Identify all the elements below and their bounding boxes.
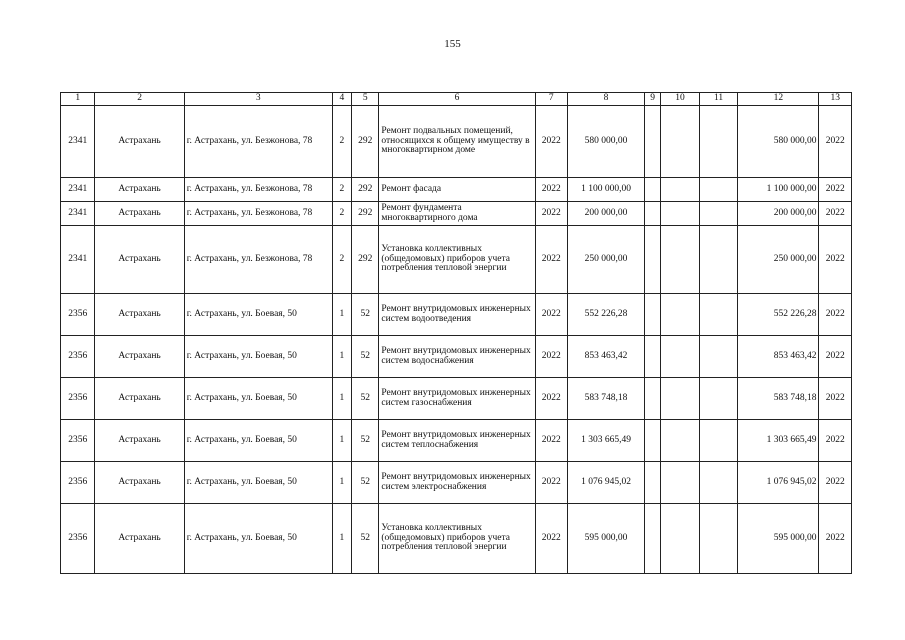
city-cell: Астрахань: [95, 294, 184, 336]
work-type-cell: Установка коллективных (общедомовых) приборов учета потребления тепловой энергии: [379, 504, 535, 574]
column-header: 5: [352, 93, 379, 106]
completion-year-cell: 2022: [819, 178, 852, 202]
total-cost-cell: 853 463,42: [738, 336, 819, 378]
col9-cell: [645, 226, 661, 294]
address-cell: г. Астрахань, ул. Безжонова, 78: [184, 202, 332, 226]
col4-cell: 1: [332, 462, 351, 504]
total-cost-cell: 200 000,00: [738, 202, 819, 226]
table-row: [61, 294, 852, 336]
table-row: [61, 504, 852, 574]
col10-cell: [661, 336, 700, 378]
work-type-cell: Ремонт внутридомовых инженерных систем водоотведения: [379, 294, 535, 336]
work-type-cell: Ремонт фундамента многоквартирного дома: [379, 202, 535, 226]
column-header: 11: [699, 93, 738, 106]
registry-id-cell: 2356: [61, 462, 95, 504]
registry-id-cell: 2356: [61, 378, 95, 420]
col4-cell: 1: [332, 378, 351, 420]
col9-cell: [645, 462, 661, 504]
cost-cell: 250 000,00: [567, 226, 644, 294]
col4-cell: 2: [332, 202, 351, 226]
work-type-cell: Ремонт внутридомовых инженерных систем теплоснабжения: [379, 420, 535, 462]
col5-cell: 52: [352, 336, 379, 378]
table-row: [61, 420, 852, 462]
column-header: 12: [738, 93, 819, 106]
cost-cell: 1 100 000,00: [567, 178, 644, 202]
repair-schedule-table: [60, 92, 852, 574]
year-cell: 2022: [535, 202, 567, 226]
work-type-cell: Ремонт внутридомовых инженерных систем газоснабжения: [379, 378, 535, 420]
col11-cell: [699, 294, 738, 336]
table-row: [61, 178, 852, 202]
completion-year-cell: 2022: [819, 378, 852, 420]
address-cell: г. Астрахань, ул. Боевая, 50: [184, 504, 332, 574]
col10-cell: [661, 378, 700, 420]
completion-year-cell: 2022: [819, 336, 852, 378]
address-cell: г. Астрахань, ул. Боевая, 50: [184, 420, 332, 462]
address-cell: г. Астрахань, ул. Боевая, 50: [184, 462, 332, 504]
col9-cell: [645, 106, 661, 178]
completion-year-cell: 2022: [819, 106, 852, 178]
col10-cell: [661, 294, 700, 336]
col9-cell: [645, 378, 661, 420]
col5-cell: 292: [352, 202, 379, 226]
address-cell: г. Астрахань, ул. Боевая, 50: [184, 378, 332, 420]
registry-id-cell: 2341: [61, 178, 95, 202]
cost-cell: 1 303 665,49: [567, 420, 644, 462]
registry-id-cell: 2356: [61, 420, 95, 462]
city-cell: Астрахань: [95, 504, 184, 574]
col11-cell: [699, 462, 738, 504]
registry-id-cell: 2341: [61, 106, 95, 178]
col9-cell: [645, 504, 661, 574]
address-cell: г. Астрахань, ул. Безжонова, 78: [184, 226, 332, 294]
col10-cell: [661, 202, 700, 226]
table-row: [61, 378, 852, 420]
col10-cell: [661, 226, 700, 294]
address-cell: г. Астрахань, ул. Боевая, 50: [184, 336, 332, 378]
col11-cell: [699, 202, 738, 226]
column-header: 1: [61, 93, 95, 106]
city-cell: Астрахань: [95, 462, 184, 504]
year-cell: 2022: [535, 504, 567, 574]
city-cell: Астрахань: [95, 202, 184, 226]
total-cost-cell: 250 000,00: [738, 226, 819, 294]
completion-year-cell: 2022: [819, 202, 852, 226]
total-cost-cell: 583 748,18: [738, 378, 819, 420]
col11-cell: [699, 106, 738, 178]
col5-cell: 292: [352, 226, 379, 294]
year-cell: 2022: [535, 294, 567, 336]
column-header: 2: [95, 93, 184, 106]
cost-cell: 200 000,00: [567, 202, 644, 226]
col11-cell: [699, 378, 738, 420]
col11-cell: [699, 226, 738, 294]
address-cell: г. Астрахань, ул. Безжонова, 78: [184, 106, 332, 178]
col4-cell: 1: [332, 294, 351, 336]
column-header: 13: [819, 93, 852, 106]
col10-cell: [661, 420, 700, 462]
col10-cell: [661, 504, 700, 574]
col9-cell: [645, 294, 661, 336]
col9-cell: [645, 420, 661, 462]
col4-cell: 1: [332, 420, 351, 462]
col5-cell: 292: [352, 106, 379, 178]
column-header: 4: [332, 93, 351, 106]
column-header: 8: [567, 93, 644, 106]
table-row: [61, 336, 852, 378]
year-cell: 2022: [535, 106, 567, 178]
city-cell: Астрахань: [95, 378, 184, 420]
registry-id-cell: 2356: [61, 504, 95, 574]
column-header: 3: [184, 93, 332, 106]
city-cell: Астрахань: [95, 336, 184, 378]
col11-cell: [699, 178, 738, 202]
col5-cell: 292: [352, 178, 379, 202]
completion-year-cell: 2022: [819, 462, 852, 504]
col5-cell: 52: [352, 420, 379, 462]
col5-cell: 52: [352, 378, 379, 420]
year-cell: 2022: [535, 226, 567, 294]
col5-cell: 52: [352, 462, 379, 504]
address-cell: г. Астрахань, ул. Безжонова, 78: [184, 178, 332, 202]
col4-cell: 1: [332, 336, 351, 378]
completion-year-cell: 2022: [819, 226, 852, 294]
column-header: 6: [379, 93, 535, 106]
total-cost-cell: 595 000,00: [738, 504, 819, 574]
completion-year-cell: 2022: [819, 294, 852, 336]
col11-cell: [699, 336, 738, 378]
year-cell: 2022: [535, 336, 567, 378]
year-cell: 2022: [535, 462, 567, 504]
header-row: [61, 93, 852, 106]
city-cell: Астрахань: [95, 420, 184, 462]
completion-year-cell: 2022: [819, 504, 852, 574]
col11-cell: [699, 504, 738, 574]
registry-id-cell: 2341: [61, 226, 95, 294]
work-type-cell: Ремонт внутридомовых инженерных систем водоснабжения: [379, 336, 535, 378]
address-cell: г. Астрахань, ул. Боевая, 50: [184, 294, 332, 336]
cost-cell: 583 748,18: [567, 378, 644, 420]
total-cost-cell: 1 100 000,00: [738, 178, 819, 202]
total-cost-cell: 1 076 945,02: [738, 462, 819, 504]
col10-cell: [661, 462, 700, 504]
work-type-cell: Ремонт подвальных помещений, относящихся к общему имуществу в многоквартирном доме: [379, 106, 535, 178]
total-cost-cell: 580 000,00: [738, 106, 819, 178]
col4-cell: 2: [332, 226, 351, 294]
total-cost-cell: 552 226,28: [738, 294, 819, 336]
page-number: 155: [444, 38, 461, 50]
city-cell: Астрахань: [95, 178, 184, 202]
col4-cell: 2: [332, 178, 351, 202]
city-cell: Астрахань: [95, 106, 184, 178]
table-row: [61, 106, 852, 178]
col4-cell: 2: [332, 106, 351, 178]
col5-cell: 52: [352, 504, 379, 574]
table-row: [61, 462, 852, 504]
col10-cell: [661, 106, 700, 178]
col4-cell: 1: [332, 504, 351, 574]
cost-cell: 580 000,00: [567, 106, 644, 178]
cost-cell: 1 076 945,02: [567, 462, 644, 504]
table-row: [61, 226, 852, 294]
col9-cell: [645, 336, 661, 378]
work-type-cell: Установка коллективных (общедомовых) приборов учета потребления тепловой энергии: [379, 226, 535, 294]
registry-id-cell: 2341: [61, 202, 95, 226]
work-type-cell: Ремонт фасада: [379, 178, 535, 202]
cost-cell: 552 226,28: [567, 294, 644, 336]
column-header: 7: [535, 93, 567, 106]
col10-cell: [661, 178, 700, 202]
registry-id-cell: 2356: [61, 294, 95, 336]
table-row: [61, 202, 852, 226]
year-cell: 2022: [535, 178, 567, 202]
cost-cell: 853 463,42: [567, 336, 644, 378]
total-cost-cell: 1 303 665,49: [738, 420, 819, 462]
column-header: 9: [645, 93, 661, 106]
col9-cell: [645, 178, 661, 202]
cost-cell: 595 000,00: [567, 504, 644, 574]
work-type-cell: Ремонт внутридомовых инженерных систем электроснабжения: [379, 462, 535, 504]
column-header: 10: [661, 93, 700, 106]
year-cell: 2022: [535, 378, 567, 420]
city-cell: Астрахань: [95, 226, 184, 294]
col9-cell: [645, 202, 661, 226]
col11-cell: [699, 420, 738, 462]
year-cell: 2022: [535, 420, 567, 462]
col5-cell: 52: [352, 294, 379, 336]
registry-id-cell: 2356: [61, 336, 95, 378]
completion-year-cell: 2022: [819, 420, 852, 462]
